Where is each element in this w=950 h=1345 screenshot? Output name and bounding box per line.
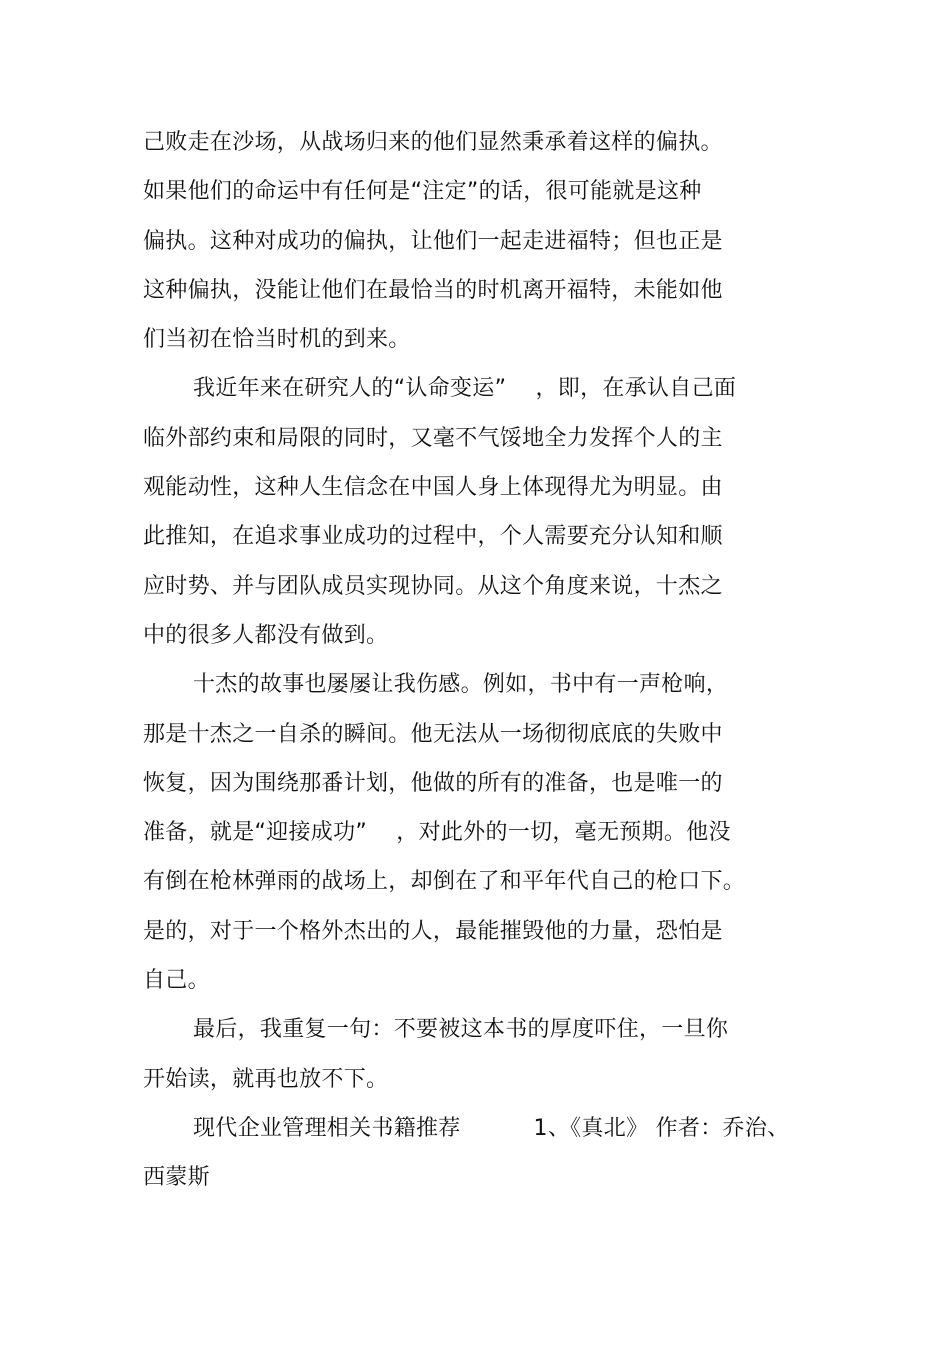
text-line: 西蒙斯 bbox=[143, 1165, 210, 1191]
text-line: 此推知，在追求事业成功的过程中，个人需要充分认知和顺 bbox=[143, 524, 723, 550]
paragraph-first-line: 我近年来在研究人的“认命变运” ，即，在承认自己面 bbox=[193, 376, 737, 402]
text-line: 那是十杰之一自杀的瞬间。他无法从一场彻彻底底的失败中 bbox=[143, 721, 723, 747]
text-line: 开始读，就再也放不下。 bbox=[143, 1066, 389, 1092]
text-line: 有倒在枪林弹雨的战场上，却倒在了和平年代自己的枪口下。 bbox=[143, 869, 746, 895]
body-text bbox=[143, 118, 803, 1203]
text-line: 如果他们的命运中有任何是“注定”的话，很可能就是这种 bbox=[143, 179, 702, 205]
text-line: 应时势、并与团队成员实现协同。从这个角度来说，十杰之 bbox=[143, 573, 723, 599]
paragraph-first-line: 十杰的故事也屡屡让我伤感。例如，书中有一声枪响， bbox=[193, 672, 729, 698]
paragraph-first-line: 最后，我重复一句：不要被这本书的厚度吓住，一旦你 bbox=[193, 1017, 729, 1043]
text-line: 恢复，因为围绕那番计划，他做的所有的准备，也是唯一的 bbox=[143, 770, 723, 796]
text-line: 们当初在恰当时机的到来。 bbox=[143, 327, 411, 353]
text-line: 观能动性，这种人生信念在中国人身上体现得尤为明显。由 bbox=[143, 475, 723, 501]
text-line: 自己。 bbox=[143, 968, 210, 994]
text-line: 这种偏执，没能让他们在最恰当的时机离开福特，未能如他 bbox=[143, 277, 723, 303]
paragraph-first-line: 现代企业管理相关书籍推荐 1、《真北》 作者：乔治、 bbox=[193, 1115, 790, 1141]
text-line: 偏执。这种对成功的偏执，让他们一起走进福特；但也正是 bbox=[143, 228, 723, 254]
text-line: 准备，就是“迎接成功” ，对此外的一切，毫无预期。他没 bbox=[143, 820, 731, 846]
text-line: 临外部约束和局限的同时，又毫不气馁地全力发挥个人的主 bbox=[143, 425, 723, 451]
text-line: 是的，对于一个格外杰出的人，最能摧毁他的力量，恐怕是 bbox=[143, 918, 723, 944]
text-line: 中的很多人都没有做到。 bbox=[143, 622, 389, 648]
text-line: 己败走在沙场，从战场归来的他们显然秉承着这样的偏执。 bbox=[143, 130, 723, 155]
